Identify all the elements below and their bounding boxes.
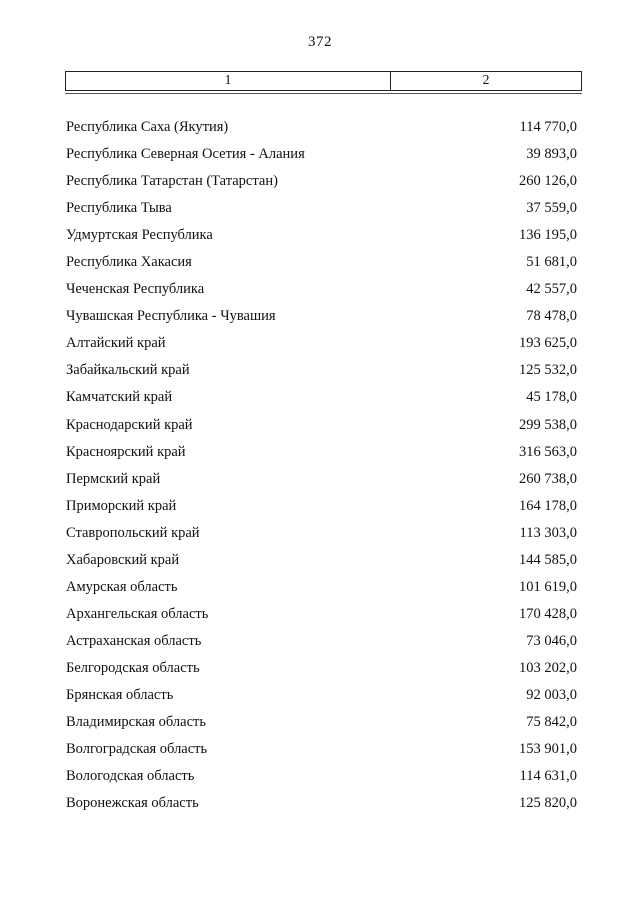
region-name: Астраханская область (66, 632, 202, 649)
amount-value: 73 046,0 (526, 632, 577, 649)
region-name: Чувашская Республика - Чувашия (66, 308, 276, 325)
table-row (66, 388, 577, 415)
amount-value: 101 619,0 (519, 578, 577, 595)
table-header (65, 71, 582, 91)
table-row (66, 280, 577, 307)
amount-value: 260 126,0 (519, 173, 577, 190)
table-row (66, 470, 577, 497)
table-row (66, 226, 577, 253)
region-name: Красноярский край (66, 443, 186, 460)
table-row (66, 686, 577, 713)
table-row (66, 361, 577, 388)
table-row (66, 172, 577, 199)
amount-value: 193 625,0 (519, 335, 577, 352)
region-name: Ставропольский край (66, 524, 200, 541)
column-header-2: 2 (482, 73, 490, 88)
region-name: Волгоградская область (66, 741, 208, 758)
amount-value: 103 202,0 (519, 659, 577, 676)
region-name: Архангельская область (66, 605, 209, 622)
amount-value: 114 770,0 (519, 119, 577, 135)
table-row (66, 794, 577, 821)
region-name: Брянская область (66, 686, 174, 703)
table-row (66, 740, 577, 767)
amount-value: 37 559,0 (526, 200, 577, 217)
table-body (66, 118, 577, 821)
region-name: Белгородская область (66, 659, 200, 676)
region-name: Республика Татарстан (Татарстан) (66, 173, 278, 190)
region-name: Воронежская область (66, 795, 199, 812)
region-name: Республика Саха (Якутия) (66, 119, 229, 135)
amount-value: 144 585,0 (519, 551, 577, 568)
amount-value: 164 178,0 (519, 497, 577, 514)
page-number: 372 (308, 34, 332, 50)
column-header-1: 1 (66, 72, 391, 90)
table-row (66, 416, 577, 443)
region-name: Камчатский край (66, 389, 173, 406)
amount-value: 114 631,0 (519, 768, 577, 785)
region-name: Алтайский край (66, 335, 166, 352)
amount-value: 299 538,0 (519, 416, 577, 433)
table-row (66, 199, 577, 226)
amount-value: 113 303,0 (519, 524, 577, 541)
region-name: Забайкальский край (66, 362, 190, 379)
region-name: Краснодарский край (66, 416, 193, 433)
amount-value: 153 901,0 (519, 741, 577, 758)
region-name: Республика Тыва (66, 200, 172, 217)
table-row (66, 713, 577, 740)
region-name: Республика Северная Осетия - Алания (66, 146, 305, 163)
amount-value: 136 195,0 (519, 227, 577, 244)
amount-value: 39 893,0 (526, 146, 577, 163)
amount-value: 51 681,0 (526, 254, 577, 271)
region-name: Пермский край (66, 470, 161, 487)
table-row (66, 118, 577, 145)
table-row (66, 497, 577, 524)
region-name: Хабаровский край (66, 551, 180, 568)
table-row (66, 551, 577, 578)
table-row (66, 632, 577, 659)
amount-value: 260 738,0 (519, 470, 577, 487)
table-row (66, 145, 577, 172)
amount-value: 92 003,0 (526, 686, 577, 703)
amount-value: 125 532,0 (519, 362, 577, 379)
amount-value: 75 842,0 (526, 714, 577, 731)
table-row (66, 443, 577, 470)
region-name: Чеченская Республика (66, 281, 205, 298)
header-underline (65, 93, 582, 94)
table-row (66, 524, 577, 551)
table-row (66, 578, 577, 605)
table-row (66, 307, 577, 334)
region-name: Приморский край (66, 497, 177, 514)
region-name: Владимирская область (66, 714, 206, 731)
region-name: Республика Хакасия (66, 254, 192, 271)
amount-value: 125 820,0 (519, 795, 577, 812)
amount-value: 170 428,0 (519, 605, 577, 622)
table-row (66, 253, 577, 280)
table-row (66, 659, 577, 686)
region-name: Амурская область (66, 578, 178, 595)
region-name: Вологодская область (66, 768, 195, 785)
amount-value: 42 557,0 (526, 281, 577, 298)
amount-value: 78 478,0 (526, 308, 577, 325)
region-name: Удмуртская Республика (66, 227, 213, 244)
table-row (66, 334, 577, 361)
amount-value: 45 178,0 (526, 389, 577, 406)
table-row (66, 605, 577, 632)
table-row (66, 767, 577, 794)
amount-value: 316 563,0 (519, 443, 577, 460)
